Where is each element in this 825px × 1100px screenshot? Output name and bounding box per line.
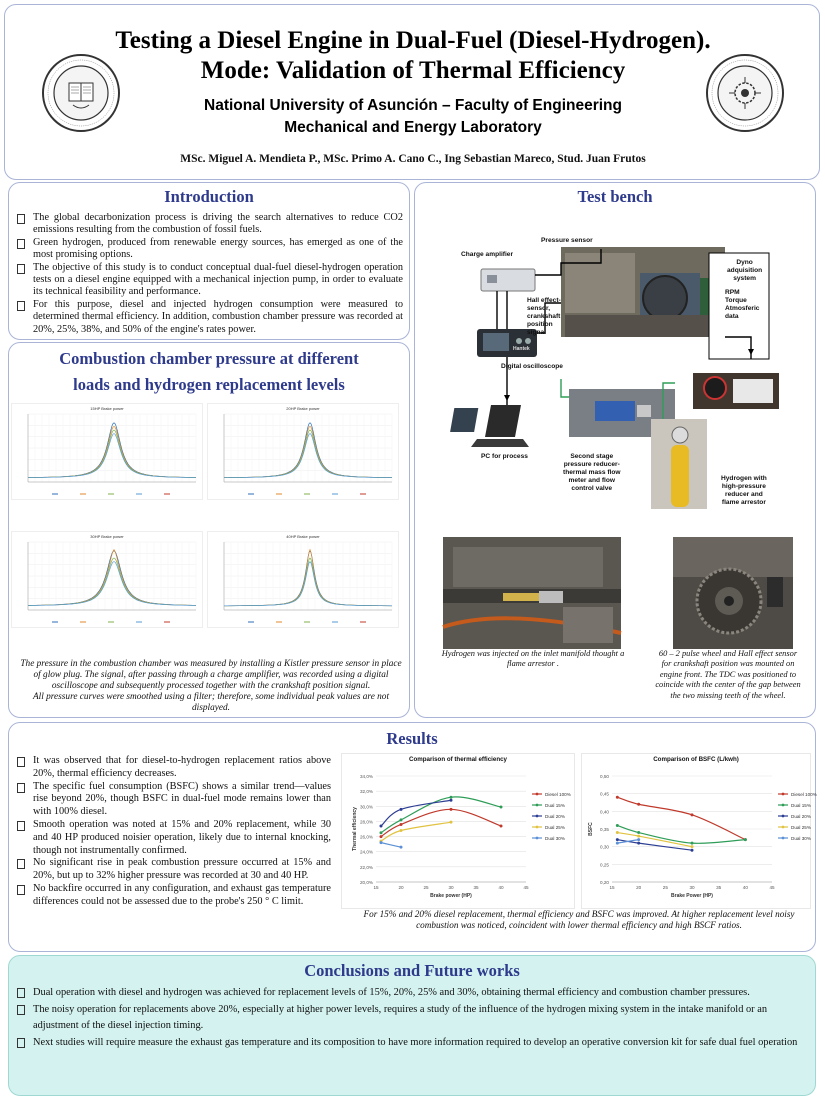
y-tick-label: 0,35 — [600, 827, 609, 832]
introduction-title: Introduction — [164, 187, 254, 206]
bullet-box-icon — [17, 214, 25, 224]
data-point — [400, 818, 403, 821]
x-tick-label: 35 — [473, 885, 479, 890]
series-line — [381, 800, 451, 826]
label-oscilloscope: Digital oscilloscope — [501, 363, 563, 370]
thermal-efficiency-chart — [341, 753, 575, 909]
x-tick-label: 45 — [523, 885, 529, 890]
pressure-chart-plot — [208, 532, 398, 627]
bullet-box-icon — [17, 239, 25, 249]
results-caption: For 15% and 20% diesel replacement, thermal efficiency and BSFC was improved. At higher replacement level noisy combustion was noticed, coincident with lower thermal efficiency and high BSCF ratios. — [363, 909, 795, 930]
legend-label: Dual 30% — [545, 835, 565, 841]
list-item: The specific fuel consumption (BSFC) shows a similar trend—values rise beyond 20%, though BSFC in dual-fuel mode remains lower than with 100% diesel. — [17, 781, 331, 819]
x-axis-label: Brake power (HP) — [430, 893, 472, 899]
legend-label: Dual 30% — [791, 835, 811, 841]
list-item: Smooth operation was noted at 15% and 20% replacement, while 30 and 40 HP produced noisier operation, likely due to internal knocking, though not instrumentally confirmed. — [17, 819, 331, 857]
data-point — [616, 831, 619, 834]
legend-label: Dual 25% — [791, 824, 811, 830]
data-point — [637, 803, 640, 806]
legend-label: Dual 15% — [545, 802, 565, 808]
data-point — [637, 835, 640, 838]
pulse-wheel-caption: 60 – 2 pulse wheel and Hall effect sensor for crankshaft position was mounted on engine front. The TDC was positioned to coincide with the center of the gap between the two missing teeth of the wheel. — [655, 649, 801, 700]
inlet-manifold-photo — [443, 537, 621, 649]
laboratory: Mechanical and Energy Laboratory — [284, 119, 542, 136]
x-tick-label: 45 — [769, 885, 775, 890]
series-line — [617, 797, 745, 839]
legend-marker — [782, 804, 785, 807]
legend-marker — [536, 804, 539, 807]
list-item: Dual operation with diesel and hydrogen was achieved for replacement levels of 15%, 20%, 25% and 30%, obtaining thermal efficiency and combustion chamber pressures. — [17, 985, 801, 1002]
legend-marker — [536, 815, 539, 818]
test-bench-title: Test bench — [577, 187, 653, 206]
introduction-list — [9, 207, 409, 336]
y-tick-label: 0,30 — [600, 844, 609, 850]
y-axis-label: BSFC — [588, 822, 594, 836]
legend-marker — [536, 826, 539, 829]
thermal-efficiency-plot — [342, 754, 574, 908]
pressure-chart-plot — [12, 532, 202, 627]
pressure-chart-title: 15HP Brake power — [90, 406, 124, 411]
bullet-box-icon — [17, 783, 25, 793]
y-tick-label: 0,25 — [600, 862, 609, 868]
y-tick-label: 34,0% — [359, 774, 373, 779]
test-bench-panel — [414, 182, 816, 718]
results-panel — [8, 722, 816, 952]
legend-marker — [782, 837, 785, 840]
results-list — [17, 755, 331, 909]
bullet-box-icon — [17, 264, 25, 274]
y-tick-label: 28,0% — [359, 819, 373, 825]
conclusions-title: Conclusions and Future works — [304, 961, 520, 980]
x-tick-label: 15 — [609, 885, 615, 890]
hydrogen-cylinder-photo — [651, 419, 707, 509]
data-point — [691, 813, 694, 816]
pressure-chart-30hp — [11, 531, 203, 628]
bullet-box-icon — [17, 301, 25, 311]
data-point — [691, 849, 694, 852]
legend-label: Dual 25% — [545, 824, 565, 830]
series-line — [617, 825, 745, 843]
list-item: For this purpose, diesel and injected hydrogen consumption were measured to determined thermal efficiency. In addition, combustion chamber pressure was recorded at 20%, 25%, 38%, and 50% of the engine's rates power. — [17, 299, 403, 336]
legend-label: Dual 15% — [791, 802, 811, 808]
list-item: The objective of this study is to conduct conceptual dual-fuel diesel-hydrogen operation tests on a diesel engine equipped with a mechanical injection pump, in order to evaluate its technical feasibility and performance. — [17, 262, 403, 299]
x-tick-label: 40 — [742, 885, 748, 890]
results-title: Results — [386, 729, 438, 748]
faculty-seal-right-icon — [705, 53, 785, 133]
y-tick-label: 32,0% — [359, 789, 373, 795]
data-point — [380, 824, 383, 827]
university-seal-left-icon — [41, 53, 121, 133]
x-axis-label: Brake Power (HP) — [671, 893, 713, 899]
institution: National University of Asunción – Faculty of Engineering — [204, 97, 622, 114]
data-point — [380, 841, 383, 844]
legend-label: Dual 20% — [545, 813, 565, 819]
combustion-caption: The pressure in the combustion chamber was measured by installing a Kistler pressure sensor in place of glow plug. The signal, after passing through a charge amplifier, was recorded using a digital oscilloscope and subsequently processed together with the crankshaft position signal. All pressure curves were smoothed using a filter; therefore, some individual peak values are not displayed. — [20, 659, 402, 713]
pressure-chart-title: 20HP Brake power — [286, 406, 320, 411]
poster-title-line1: Testing a Diesel Engine in Dual-Fuel (Diesel-Hydrogen). — [115, 27, 711, 54]
label-charge-amplifier: Charge amplifier — [461, 251, 514, 258]
combustion-pressure-panel — [8, 342, 410, 718]
bullet-box-icon — [17, 885, 25, 895]
x-tick-label: 40 — [498, 885, 504, 890]
y-tick-label: 0,20 — [600, 880, 609, 885]
data-point — [637, 838, 640, 841]
y-tick-label: 20,0% — [359, 880, 373, 885]
bullet-box-icon — [17, 1038, 25, 1048]
y-tick-label: 22,0% — [359, 864, 373, 870]
bullet-box-icon — [17, 757, 25, 767]
pulse-wheel-photo — [673, 537, 793, 649]
data-point — [450, 808, 453, 811]
pressure-chart-20hp — [207, 403, 399, 500]
x-tick-label: 20 — [636, 885, 642, 890]
x-tick-label: 35 — [716, 885, 722, 890]
label-hall-effect-sensor: Hall effect- sensor, crankshaft position signal — [527, 297, 561, 336]
data-point — [616, 842, 619, 845]
pressure-chart-plot — [12, 404, 202, 499]
combustion-title-line2: loads and hydrogen replacement levels — [73, 375, 345, 394]
conclusions-list — [9, 981, 815, 1051]
combustion-title-line1: Combustion chamber pressure at different — [59, 349, 359, 368]
list-item: The global decarbonization process is driving the search alternatives to reduce CO2 emissions resulting from the combustion of fossil fuels. — [17, 212, 403, 237]
data-point — [450, 821, 453, 824]
y-tick-label: 30,0% — [359, 804, 373, 810]
bullet-box-icon — [17, 821, 25, 831]
label-second-stage-reducer: Second stage pressure reducer- thermal mass flow meter and flow control valve — [563, 453, 621, 492]
label-dyno-data: RPM Torque Atmosferic data — [725, 289, 760, 320]
label-pc: PC for process — [481, 453, 528, 460]
data-point — [450, 796, 453, 799]
series-line — [617, 833, 692, 847]
list-item: No significant rise in peak combustion pressure occurred at 15% and 20%, but up to 32% higher pressure was recorded at 30 and 40 HP. — [17, 857, 331, 883]
data-point — [744, 838, 747, 841]
legend-marker — [782, 826, 785, 829]
x-tick-label: 20 — [398, 885, 404, 890]
data-point — [380, 831, 383, 834]
bullet-box-icon — [17, 988, 25, 998]
data-point — [500, 824, 503, 827]
label-pressure-sensor: Pressure sensor — [541, 237, 593, 244]
data-point — [616, 838, 619, 841]
poster-title-line2: Mode: Validation of Thermal Efficiency — [200, 57, 626, 84]
y-tick-label: 0,50 — [600, 774, 609, 779]
x-tick-label: 30 — [448, 885, 454, 890]
list-item: It was observed that for diesel-to-hydrogen replacement ratios above 20%, thermal efficiency decreases. — [17, 755, 331, 781]
data-point — [637, 842, 640, 845]
conclusions-panel — [8, 955, 816, 1096]
label-dyno-acquisition: Dyno adquisition system — [727, 259, 763, 282]
pressure-chart-title: 40HP Brake power — [286, 534, 320, 539]
engine-dyno-photo — [561, 247, 725, 337]
y-axis-label: Thermal efficiency — [352, 807, 358, 851]
chart-title: Comparison of BSFC (L/kwh) — [653, 756, 739, 763]
series-line — [381, 843, 401, 848]
legend-marker — [536, 837, 539, 840]
data-point — [400, 846, 403, 849]
x-tick-label: 25 — [423, 885, 429, 890]
bullet-box-icon — [17, 859, 25, 869]
data-point — [616, 796, 619, 799]
data-point — [450, 799, 453, 802]
legend-marker — [536, 793, 539, 796]
data-point — [691, 842, 694, 845]
data-point — [400, 808, 403, 811]
pressure-chart-40hp — [207, 531, 399, 628]
bullet-box-icon — [17, 1005, 25, 1015]
data-point — [380, 835, 383, 838]
legend-label: Diesel 100% — [545, 791, 571, 797]
legend-marker — [782, 793, 785, 796]
oscilloscope-brand: Hantek — [513, 346, 530, 352]
data-point — [616, 824, 619, 827]
legend-label: Dual 20% — [791, 813, 811, 819]
poster-header — [4, 4, 820, 180]
label-hydrogen: Hydrogen with high-pressure reducer and flame arrestor — [721, 475, 767, 506]
series-line — [381, 809, 501, 836]
list-item: Green hydrogen, produced from renewable energy sources, has emerged as one of the most promising options. — [17, 237, 403, 262]
y-tick-label: 26,0% — [359, 834, 373, 840]
legend-marker — [782, 815, 785, 818]
chart-title: Comparison of thermal efficiency — [409, 756, 507, 763]
y-tick-label: 0,40 — [600, 809, 609, 815]
bsfc-plot — [582, 754, 817, 908]
legend-label: Diesel 100% — [791, 791, 817, 797]
dyno-monitor-photo — [693, 373, 779, 409]
list-item: No backfire occurred in any configuration, and exhaust gas temperature differences could not be assessed due to the probe's 250 ° C limit. — [17, 883, 331, 909]
data-point — [400, 829, 403, 832]
x-tick-label: 25 — [662, 885, 668, 890]
x-tick-label: 15 — [373, 885, 379, 890]
y-tick-label: 0,45 — [600, 791, 609, 797]
authors: MSc. Miguel A. Mendieta P., MSc. Primo A. Cano C., Ing Sebastian Mareco, Stud. Juan Frutos — [180, 153, 646, 165]
introduction-panel — [8, 182, 410, 340]
data-point — [691, 845, 694, 848]
laptop-pc-icon — [450, 405, 529, 447]
list-item: Next studies will require measure the exhaust gas temperature and its composition to have more information required to develop an operative conversion kit for safe dual fuel operation — [17, 1035, 801, 1052]
list-item: The noisy operation for replacements above 20%, especially at higher power levels, requires a study of the influence of the hydrogen mixing system in the intake manifold or an adjustment of the diesel injection timing. — [17, 1002, 801, 1035]
pressure-chart-plot — [208, 404, 398, 499]
inlet-manifold-caption: Hydrogen was injected on the inlet manifold thought a flame arrestor . — [441, 649, 625, 669]
pressure-chart-15hp — [11, 403, 203, 500]
pressure-chart-title: 30HP Brake power — [90, 534, 124, 539]
bsfc-chart — [581, 753, 817, 909]
y-tick-label: 24,0% — [359, 849, 373, 855]
data-point — [400, 823, 403, 826]
data-point — [637, 831, 640, 834]
x-tick-label: 30 — [689, 885, 695, 890]
data-point — [500, 806, 503, 809]
